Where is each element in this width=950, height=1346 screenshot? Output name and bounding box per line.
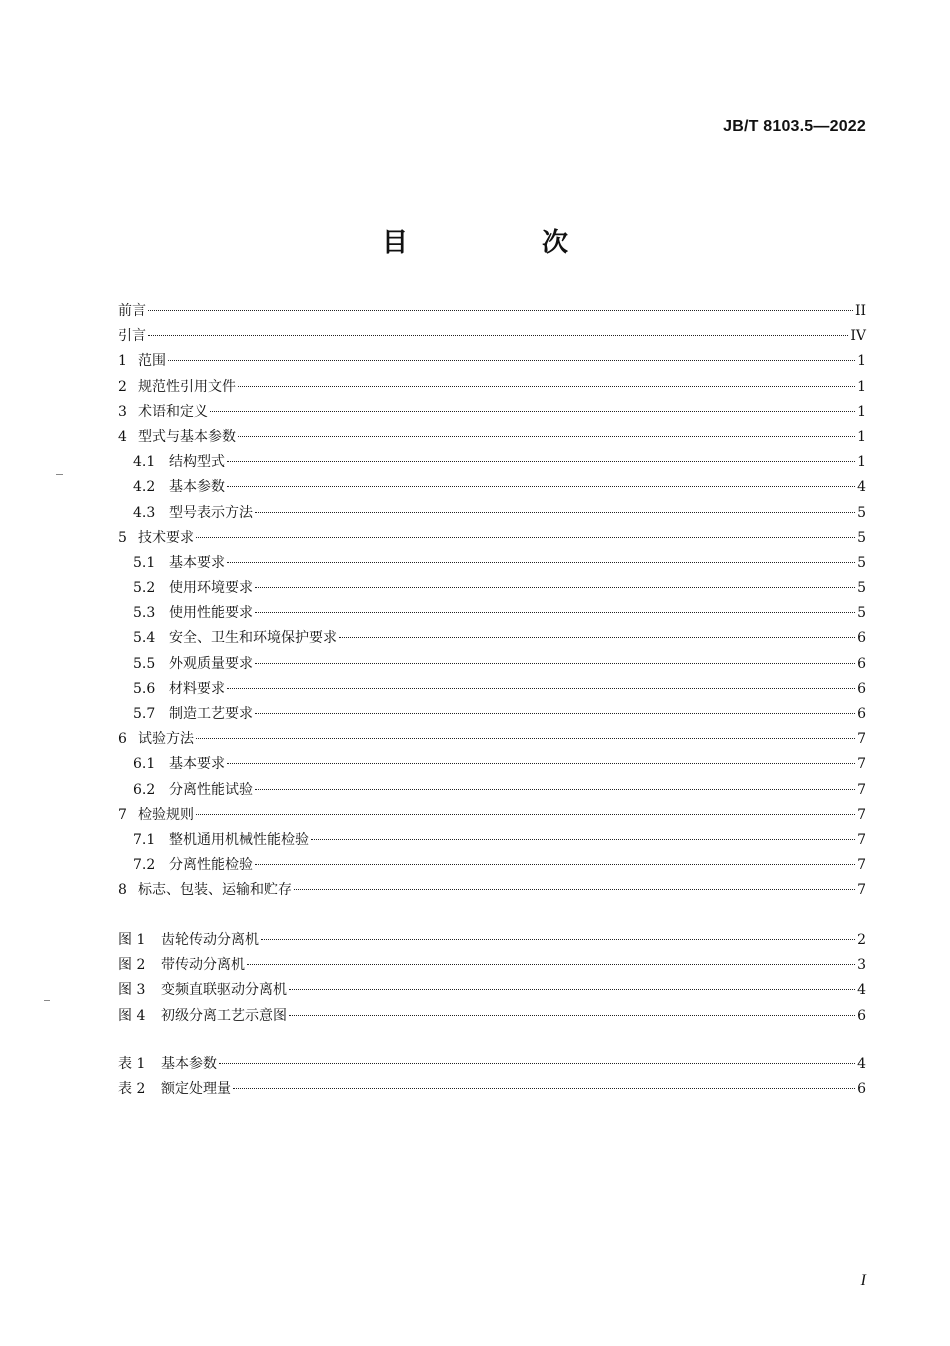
toc-number: 7 bbox=[118, 806, 127, 823]
toc-page: 5 bbox=[857, 529, 866, 546]
toc-page: 6 bbox=[857, 706, 866, 722]
toc-page: 6 bbox=[857, 680, 866, 697]
toc-number: 4 bbox=[118, 428, 127, 445]
toc-label: 规范性引用文件 bbox=[138, 378, 236, 395]
toc-label: 外观质量要求 bbox=[169, 655, 253, 672]
toc-number: 1 bbox=[118, 353, 127, 370]
toc-number: 2 bbox=[118, 378, 127, 395]
table-label: 额定处理量 bbox=[161, 1081, 231, 1098]
toc-entry[interactable] bbox=[118, 702, 866, 727]
dot-leader bbox=[219, 1063, 855, 1064]
toc-entry[interactable] bbox=[118, 803, 866, 828]
toc-label: 检验规则 bbox=[138, 806, 194, 823]
table-page: 6 bbox=[857, 1081, 866, 1098]
toc-page: 1 bbox=[857, 353, 866, 370]
dot-leader bbox=[168, 360, 855, 361]
toc-entry[interactable] bbox=[118, 450, 866, 475]
toc-label: 前言 bbox=[118, 303, 146, 319]
toc-label: 使用性能要求 bbox=[169, 605, 253, 622]
dot-leader bbox=[227, 562, 855, 563]
toc-page: IV bbox=[850, 328, 866, 345]
toc-entry[interactable] bbox=[118, 349, 866, 374]
toc-number: 5.4 bbox=[133, 630, 156, 647]
figure-number: 图 4 bbox=[118, 1007, 146, 1024]
document-code: JB/T 8103.5—2022 bbox=[723, 118, 866, 135]
toc-page: II bbox=[854, 303, 866, 319]
toc-figure-list bbox=[118, 928, 866, 1029]
toc-entry[interactable] bbox=[118, 626, 866, 651]
toc-entry[interactable] bbox=[118, 853, 866, 878]
toc-entry[interactable] bbox=[118, 299, 866, 324]
toc-entry[interactable] bbox=[118, 677, 866, 702]
toc-entry[interactable] bbox=[118, 425, 866, 450]
toc-label: 整机通用机械性能检验 bbox=[169, 831, 309, 848]
toc-entry[interactable] bbox=[118, 551, 866, 576]
scan-mark bbox=[56, 474, 63, 475]
toc-page: 1 bbox=[857, 428, 866, 445]
toc-number: 4.1 bbox=[133, 454, 156, 471]
dot-leader bbox=[238, 386, 855, 387]
dot-leader bbox=[227, 461, 855, 462]
toc-entry[interactable] bbox=[118, 727, 866, 752]
dot-leader bbox=[255, 789, 855, 790]
toc-label: 引言 bbox=[118, 328, 146, 345]
toc-entry[interactable] bbox=[118, 400, 866, 425]
toc-number: 4.2 bbox=[133, 479, 156, 496]
toc-page: 7 bbox=[857, 831, 866, 848]
toc-label: 术语和定义 bbox=[138, 403, 208, 420]
table-entry[interactable] bbox=[118, 1052, 866, 1077]
dot-leader bbox=[148, 310, 853, 311]
toc-number: 5.2 bbox=[133, 580, 156, 597]
figure-number: 图 3 bbox=[118, 982, 146, 999]
figure-number: 图 2 bbox=[118, 957, 146, 974]
toc-number: 6.1 bbox=[133, 756, 156, 773]
toc-entry[interactable] bbox=[118, 324, 866, 349]
toc-entry[interactable] bbox=[118, 752, 866, 777]
toc-number: 6.2 bbox=[133, 781, 156, 798]
toc-number: 6 bbox=[118, 731, 127, 748]
dot-leader bbox=[227, 688, 855, 689]
dot-leader bbox=[227, 763, 855, 764]
table-number: 表 2 bbox=[118, 1081, 146, 1098]
dot-leader bbox=[289, 989, 855, 990]
figure-label: 带传动分离机 bbox=[161, 957, 245, 974]
toc-label: 标志、包装、运输和贮存 bbox=[138, 882, 292, 899]
figure-label: 变频直联驱动分离机 bbox=[161, 982, 287, 999]
dot-leader bbox=[255, 713, 855, 714]
toc-page: 5 bbox=[857, 580, 866, 597]
dot-leader bbox=[196, 738, 855, 739]
toc-number: 5.6 bbox=[133, 680, 156, 697]
dot-leader bbox=[247, 964, 855, 965]
dot-leader bbox=[255, 587, 855, 588]
toc-number: 3 bbox=[118, 403, 127, 420]
toc-page: 6 bbox=[857, 655, 866, 672]
toc-page: 7 bbox=[857, 882, 866, 899]
toc-page: 7 bbox=[857, 806, 866, 823]
toc-label: 安全、卫生和环境保护要求 bbox=[169, 630, 337, 647]
toc-entry[interactable] bbox=[118, 878, 866, 903]
toc-label: 试验方法 bbox=[138, 731, 194, 748]
toc-label: 基本要求 bbox=[169, 554, 225, 571]
toc-number: 5.5 bbox=[133, 655, 156, 672]
toc-number: 4.3 bbox=[133, 504, 156, 521]
figure-entry[interactable] bbox=[118, 953, 866, 978]
toc-page: 1 bbox=[857, 454, 866, 471]
toc-title: 目 次 bbox=[381, 228, 622, 258]
toc-number: 5.1 bbox=[133, 554, 156, 571]
dot-leader bbox=[255, 663, 855, 664]
dot-leader bbox=[233, 1088, 855, 1089]
toc-number: 5 bbox=[118, 529, 127, 546]
dot-leader bbox=[289, 1015, 855, 1016]
toc-label: 范围 bbox=[138, 353, 166, 370]
toc-section-list bbox=[118, 299, 866, 904]
toc-label: 基本参数 bbox=[169, 479, 225, 496]
toc-page: 5 bbox=[857, 554, 866, 571]
figure-entry[interactable] bbox=[118, 978, 866, 1003]
toc-number: 8 bbox=[118, 882, 127, 899]
figure-number: 图 1 bbox=[118, 932, 146, 948]
toc-label: 结构型式 bbox=[169, 454, 225, 471]
toc-page: 7 bbox=[857, 857, 866, 874]
figure-entry[interactable] bbox=[118, 1004, 866, 1029]
toc-entry[interactable] bbox=[118, 475, 866, 500]
figure-page: 3 bbox=[857, 957, 866, 974]
figure-label: 初级分离工艺示意图 bbox=[161, 1007, 287, 1024]
dot-leader bbox=[255, 612, 855, 613]
table-number: 表 1 bbox=[118, 1056, 146, 1072]
toc-entry[interactable] bbox=[118, 828, 866, 853]
toc-page: 5 bbox=[857, 504, 866, 521]
dot-leader bbox=[255, 864, 855, 865]
toc-entry[interactable] bbox=[118, 526, 866, 551]
table-page: 4 bbox=[857, 1056, 866, 1072]
toc-label: 材料要求 bbox=[169, 680, 225, 697]
dot-leader bbox=[261, 939, 855, 940]
figure-page: 4 bbox=[857, 982, 866, 999]
figure-page: 6 bbox=[857, 1007, 866, 1024]
figure-entry[interactable] bbox=[118, 928, 866, 953]
dot-leader bbox=[196, 814, 855, 815]
page-number: I bbox=[860, 1272, 866, 1289]
toc-label: 技术要求 bbox=[138, 529, 194, 546]
figure-label: 齿轮传动分离机 bbox=[161, 932, 259, 948]
toc-label: 型式与基本参数 bbox=[138, 428, 236, 445]
toc-label: 使用环境要求 bbox=[169, 580, 253, 597]
table-label: 基本参数 bbox=[161, 1056, 217, 1072]
dot-leader bbox=[148, 335, 848, 336]
toc-entry[interactable] bbox=[118, 778, 866, 803]
toc-number: 7.1 bbox=[133, 831, 156, 848]
toc-entry[interactable] bbox=[118, 576, 866, 601]
toc-table-list bbox=[118, 1052, 866, 1102]
toc-label: 分离性能检验 bbox=[169, 857, 253, 874]
toc-entry[interactable] bbox=[118, 501, 866, 526]
toc-label: 基本要求 bbox=[169, 756, 225, 773]
toc-entry[interactable] bbox=[118, 375, 866, 400]
toc-number: 5.3 bbox=[133, 605, 156, 622]
table-entry[interactable] bbox=[118, 1077, 866, 1102]
dot-leader bbox=[210, 411, 855, 412]
toc-page: 1 bbox=[857, 403, 866, 420]
scan-mark bbox=[44, 1000, 50, 1001]
toc-page: 7 bbox=[857, 731, 866, 748]
figure-page: 2 bbox=[857, 932, 866, 948]
dot-leader bbox=[255, 512, 855, 513]
toc-page: 6 bbox=[857, 630, 866, 647]
toc-number: 7.2 bbox=[133, 857, 156, 874]
dot-leader bbox=[294, 889, 855, 890]
toc-entry[interactable] bbox=[118, 652, 866, 677]
toc-page: 1 bbox=[857, 378, 866, 395]
dot-leader bbox=[227, 486, 855, 487]
dot-leader bbox=[339, 637, 855, 638]
toc-page: 7 bbox=[857, 756, 866, 773]
dot-leader bbox=[238, 436, 855, 437]
toc-page: 5 bbox=[857, 605, 866, 622]
toc-entry[interactable] bbox=[118, 601, 866, 626]
dot-leader bbox=[196, 537, 855, 538]
dot-leader bbox=[311, 839, 855, 840]
toc-page: 4 bbox=[857, 479, 866, 496]
toc-page: 7 bbox=[857, 781, 866, 798]
toc-label: 分离性能试验 bbox=[169, 781, 253, 798]
toc-label: 型号表示方法 bbox=[169, 504, 253, 521]
toc-label: 制造工艺要求 bbox=[169, 706, 253, 722]
toc-number: 5.7 bbox=[133, 706, 156, 722]
